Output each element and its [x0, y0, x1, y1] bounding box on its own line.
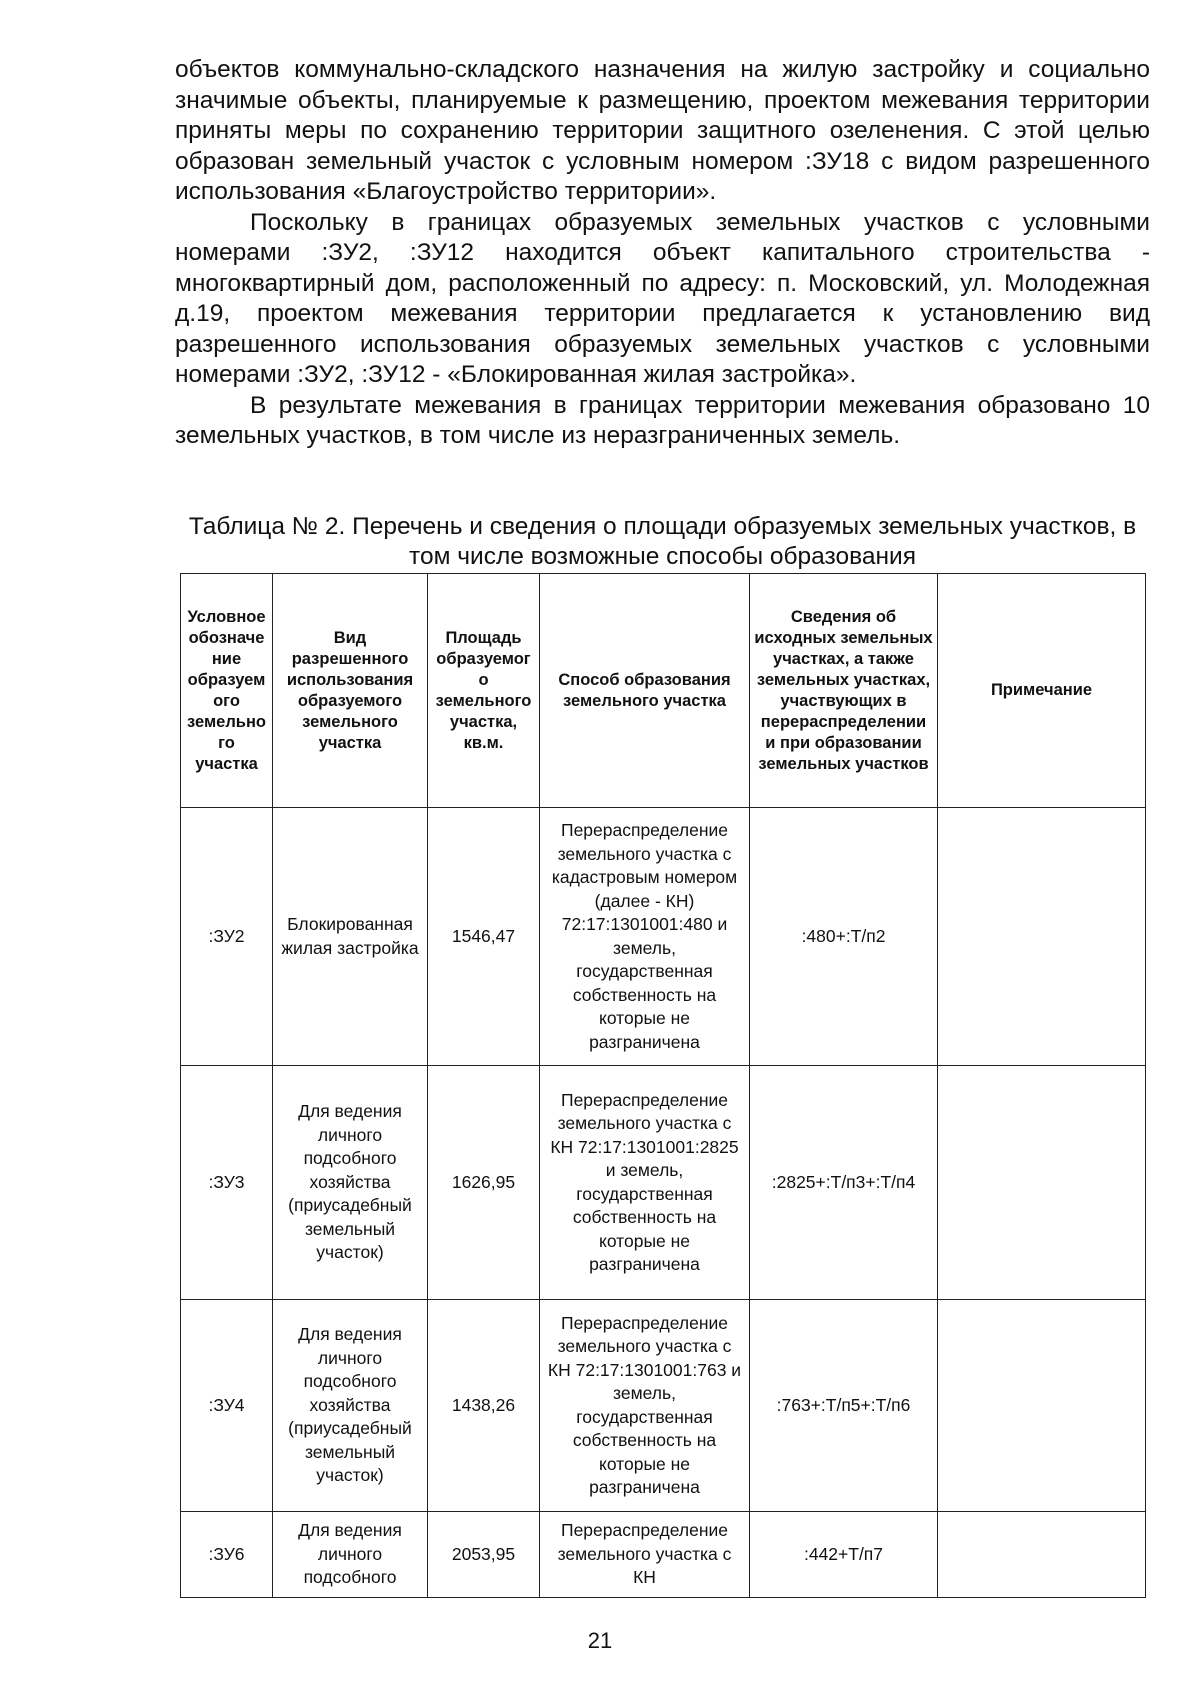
cell-designation: :ЗУ3 — [181, 1066, 273, 1300]
cell-formation-method: Перераспределение земельного участка с КН 72:17:1301001:2825 и земель, государственная собственность на которые не разграничена — [540, 1066, 750, 1300]
table-row — [181, 1512, 1146, 1598]
cell-area: 2053,95 — [428, 1512, 540, 1598]
header-designation: Условное обозначение образуемого земельного участка — [181, 574, 273, 808]
cell-source-plots: :442+Т/п7 — [750, 1512, 938, 1598]
table-row — [181, 1300, 1146, 1512]
paragraph-3: В результате межевания в границах территории межевания образовано 10 земельных участков, в том числе из неразграниченных земель. — [175, 391, 1150, 449]
cell-permitted-use: Для ведения личного подсобного хозяйства (приусадебный земельный участок) — [273, 1300, 428, 1512]
land-plots-table — [180, 573, 1146, 1598]
cell-permitted-use: Блокированная жилая застройка — [273, 808, 428, 1066]
cell-formation-method: Перераспределение земельного участка с КН 72:17:1301001:763 и земель, государственная собственность на которые не разграничена — [540, 1300, 750, 1512]
cell-note — [938, 1300, 1146, 1512]
header-area: Площадь образуемого земельного участка, кв.м. — [428, 574, 540, 808]
table-caption: Таблица № 2. Перечень и сведения о площади образуемых земельных участков, в том числе возможные способы образования — [188, 513, 1137, 570]
cell-designation: :ЗУ4 — [181, 1300, 273, 1512]
body-text — [175, 55, 1150, 452]
header-source-plots: Сведения об исходных земельных участках, а также земельных участках, участвующих в перераспределении и при образовании земельных участков — [750, 574, 938, 808]
paragraph-1: объектов коммунально-складского назначения на жилую застройку и социально значимые объекты, планируемые к размещению, проектом межевания территории приняты меры по сохранению территории защитного озеленения. С этой целью образован земельный участок с условным номером :ЗУ18 с видом разрешенного использования «Благоустройство территории». — [175, 56, 1150, 205]
header-permitted-use: Вид разрешенного использования образуемого земельного участка — [273, 574, 428, 808]
cell-area: 1546,47 — [428, 808, 540, 1066]
table-row — [181, 808, 1146, 1066]
cell-note — [938, 1066, 1146, 1300]
table-row — [181, 1066, 1146, 1300]
table-header-row — [181, 574, 1146, 808]
cell-designation: :ЗУ6 — [181, 1512, 273, 1598]
header-formation-method: Способ образования земельного участка — [540, 574, 750, 808]
cell-permitted-use: Для ведения личного подсобного — [273, 1512, 428, 1598]
cell-designation: :ЗУ2 — [181, 808, 273, 1066]
cell-permitted-use: Для ведения личного подсобного хозяйства (приусадебный земельный участок) — [273, 1066, 428, 1300]
cell-source-plots: :480+:Т/п2 — [750, 808, 938, 1066]
page-number: 21 — [587, 1628, 613, 1653]
cell-note — [938, 1512, 1146, 1598]
cell-formation-method: Перераспределение земельного участка с кадастровым номером (далее - КН) 72:17:1301001:480 и земель, государственная собственность на которые не разграничена — [540, 808, 750, 1066]
cell-source-plots: :763+:Т/п5+:Т/п6 — [750, 1300, 938, 1512]
header-note: Примечание — [938, 574, 1146, 808]
cell-formation-method: Перераспределение земельного участка с КН — [540, 1512, 750, 1598]
cell-area: 1438,26 — [428, 1300, 540, 1512]
cell-source-plots: :2825+:Т/п3+:Т/п4 — [750, 1066, 938, 1300]
cell-note — [938, 808, 1146, 1066]
cell-area: 1626,95 — [428, 1066, 540, 1300]
paragraph-2: Поскольку в границах образуемых земельных участков с условными номерами :ЗУ2, :ЗУ12 находится объект капитального строительства - многоквартирный дом, расположенный по адресу: п. Московский, ул. Молодежная д.19, проектом межевания территории предлагается к установлению вид разрешенного использования образуемых земельных участков с условными номерами :ЗУ2, :ЗУ12 - «Блокированная жилая застройка». — [175, 208, 1150, 388]
